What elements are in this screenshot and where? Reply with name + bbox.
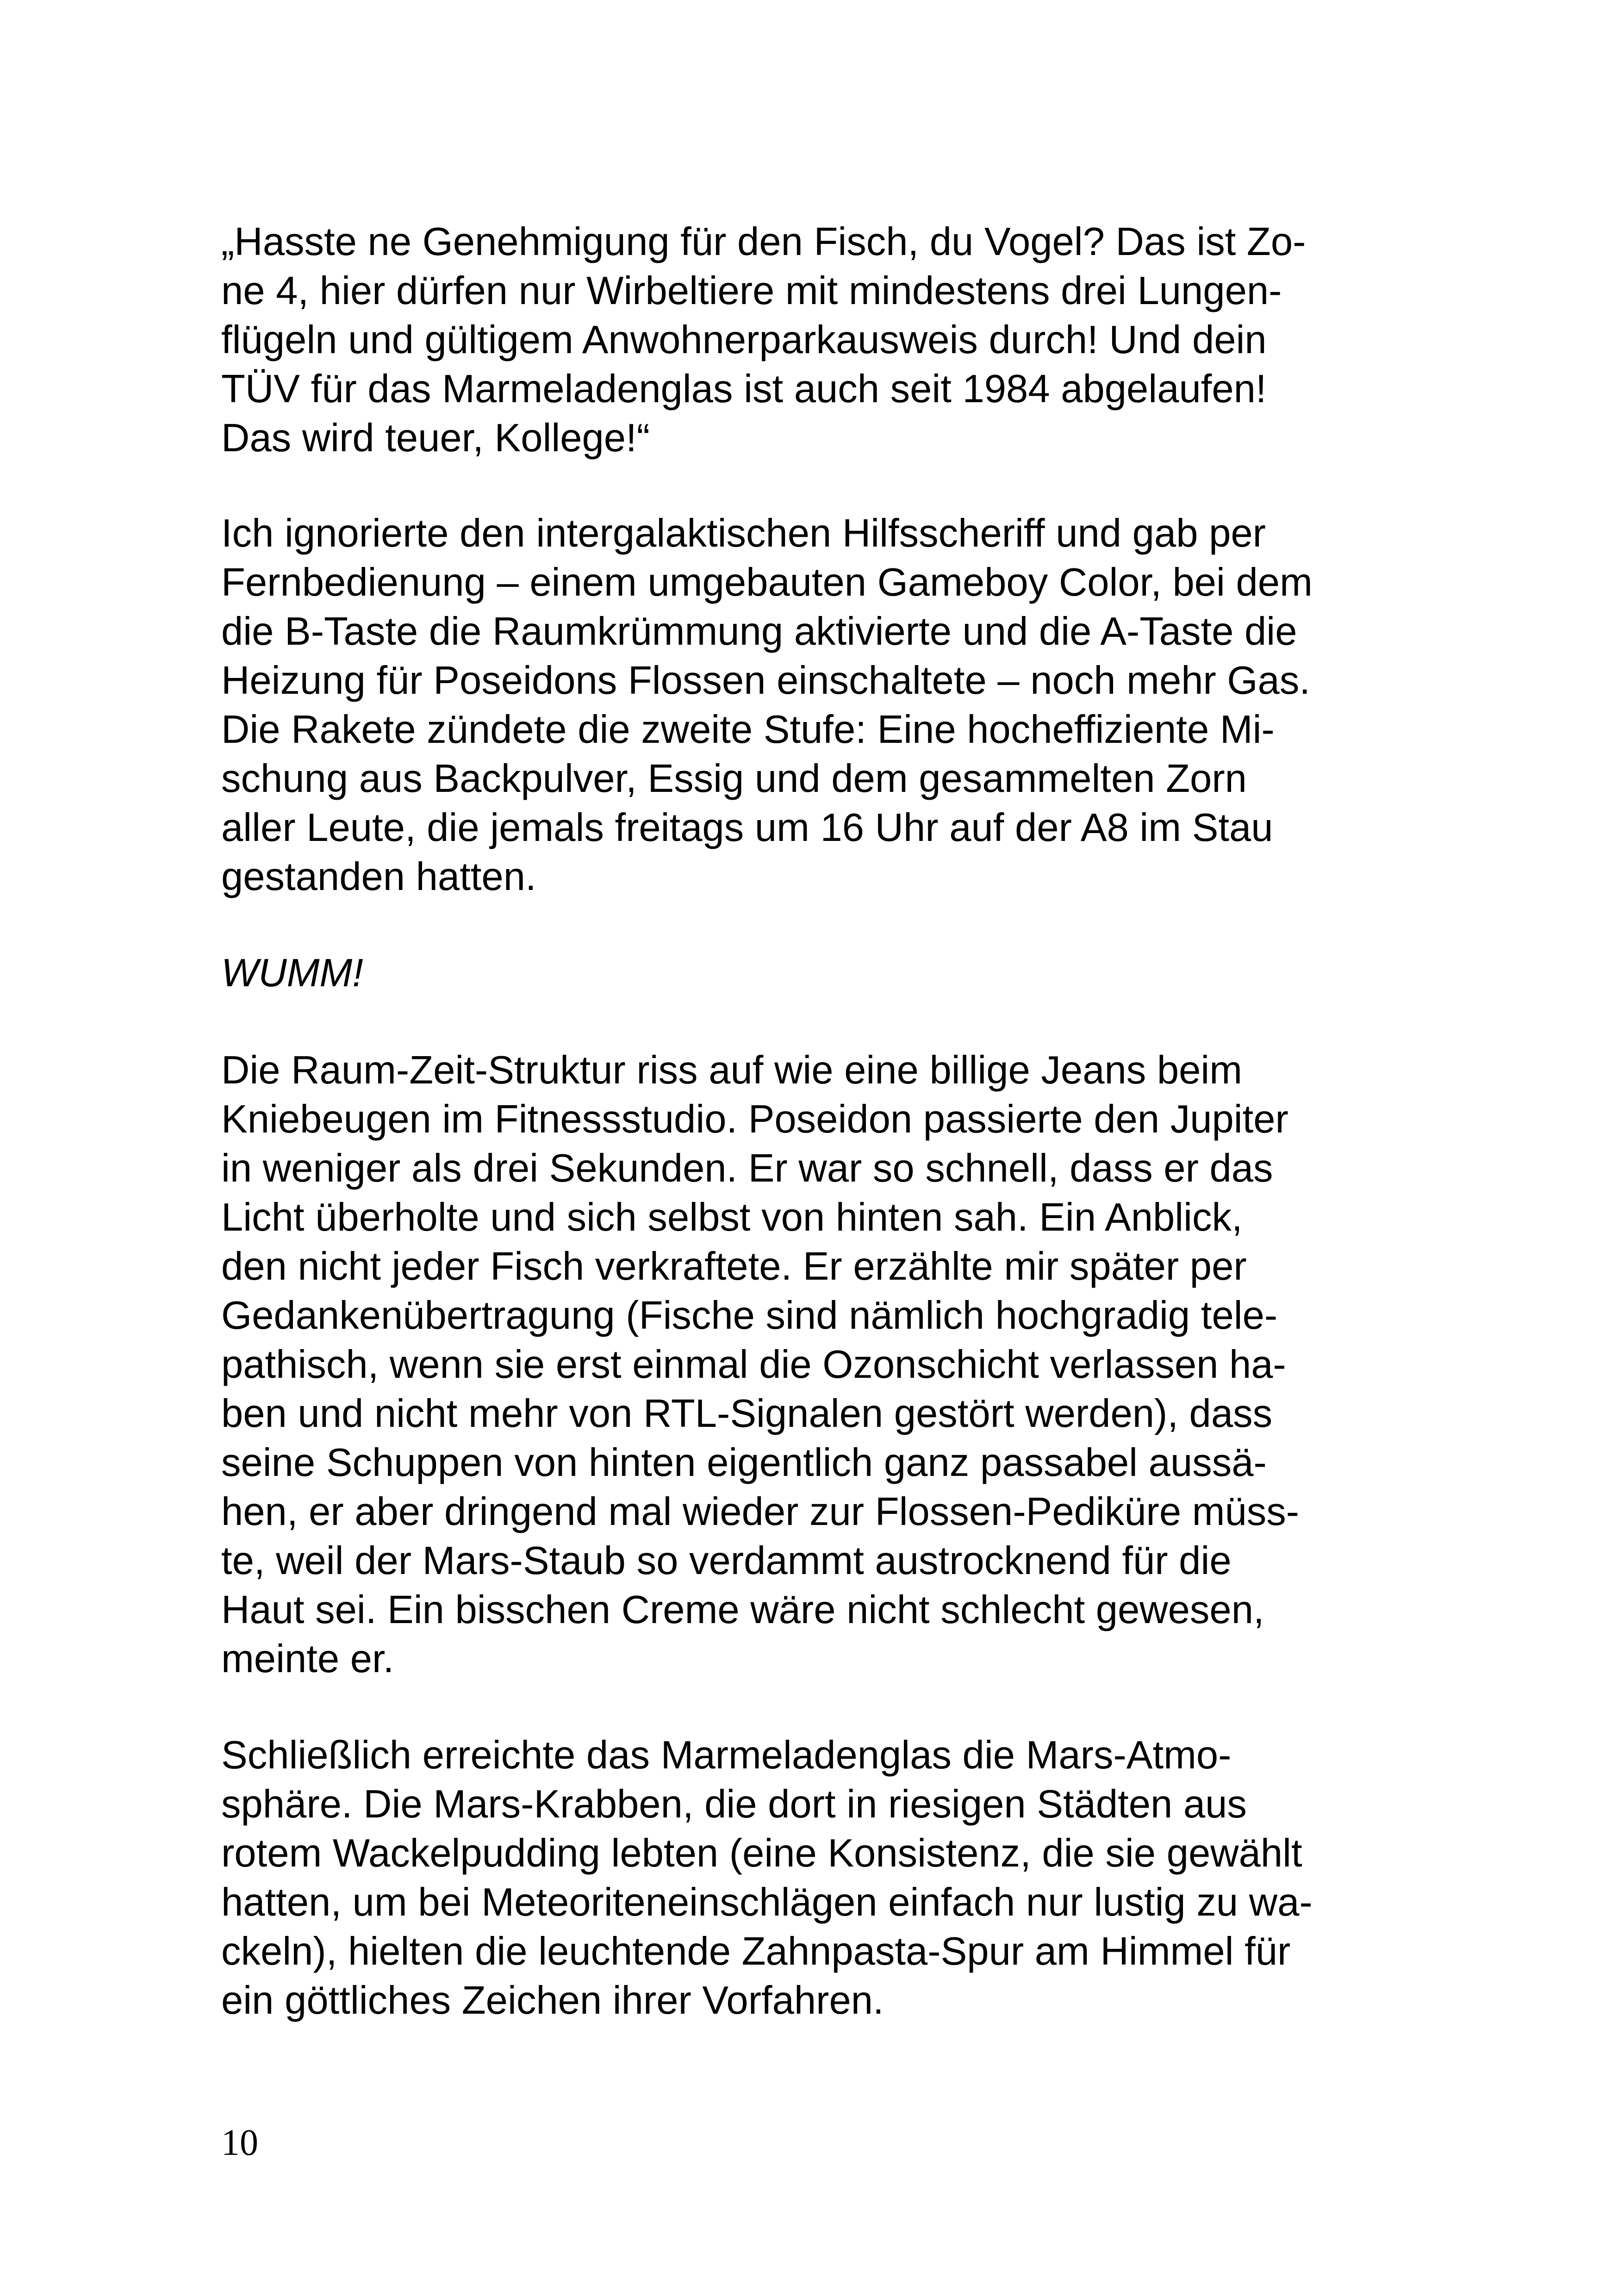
- paragraph-raum-zeit: Die Raum-Zeit-Struktur riss auf wie eine billige Jeans beim Kniebeugen im Fitnessstudio. Poseidon passierte den Jupiter in weniger als drei Sekunden. Er war so schnell, dass er das Licht überholte und sich selbst von hinten sah. Ein Anblick, den nicht jeder Fisch verkraftete. Er erzählte mir später per Gedankenübertragung (Fische sind nämlich hochgradig tele- pathisch, wenn sie erst einmal die Ozonschicht verlassen ha- ben und nicht mehr von RTL-Signalen gestört werden), dass seine Schuppen von hinten eigentlich ganz passabel aussä- hen, er aber dringend mal wieder zur Flossen-Pediküre müss- te, weil der Mars-Staub so verdammt austrocknend für die Haut sei. Ein bisschen Creme wäre nicht schlecht gewesen, meinte er.: [221, 1048, 1300, 1681]
- paragraph-wumm: WUMM!: [221, 951, 363, 995]
- page-number: 10: [221, 2122, 258, 2163]
- paragraph-fernbedienung: Ich ignorierte den intergalaktischen Hilfsscheriff und gab per Fernbedienung – einem umgebauten Gameboy Color, bei dem die B-Taste die Raumkrümmung aktivierte und die A-Taste die Heizung für Poseidons Flossen einschaltete – noch mehr Gas. Die Rakete zündete die zweite Stufe: Eine hocheffiziente Mi- schung aus Backpulver, Essig und dem gesammelten Zorn aller Leute, die jemals freitags um 16 Uhr auf der A8 im Stau gestanden hatten.: [221, 511, 1313, 899]
- paragraph-mars-atmosphaere: Schließlich erreichte das Marmeladenglas die Mars-Atmo- sphäre. Die Mars-Krabben, die dort in riesigen Städten aus rotem Wackelpudding lebten (eine Konsistenz, die sie gewählt hatten, um bei Meteoriteneinschlägen einfach nur lustig zu wa- ckeln), hielten die leuchtende Zahnpasta-Spur am Himmel für ein göttliches Zeichen ihrer Vorfahren.: [221, 1733, 1313, 2022]
- paragraph-hilfssheriff-quote: „Hasste ne Genehmigung für den Fisch, du Vogel? Das ist Zo- ne 4, hier dürfen nur Wirbeltiere mit mindestens drei Lungen- flügeln und gültigem Anwohnerparkausweis durch! Und dein TÜV für das Marmeladenglas ist auch seit 1984 abgelaufen! Das wird teuer, Kollege!“: [221, 220, 1306, 460]
